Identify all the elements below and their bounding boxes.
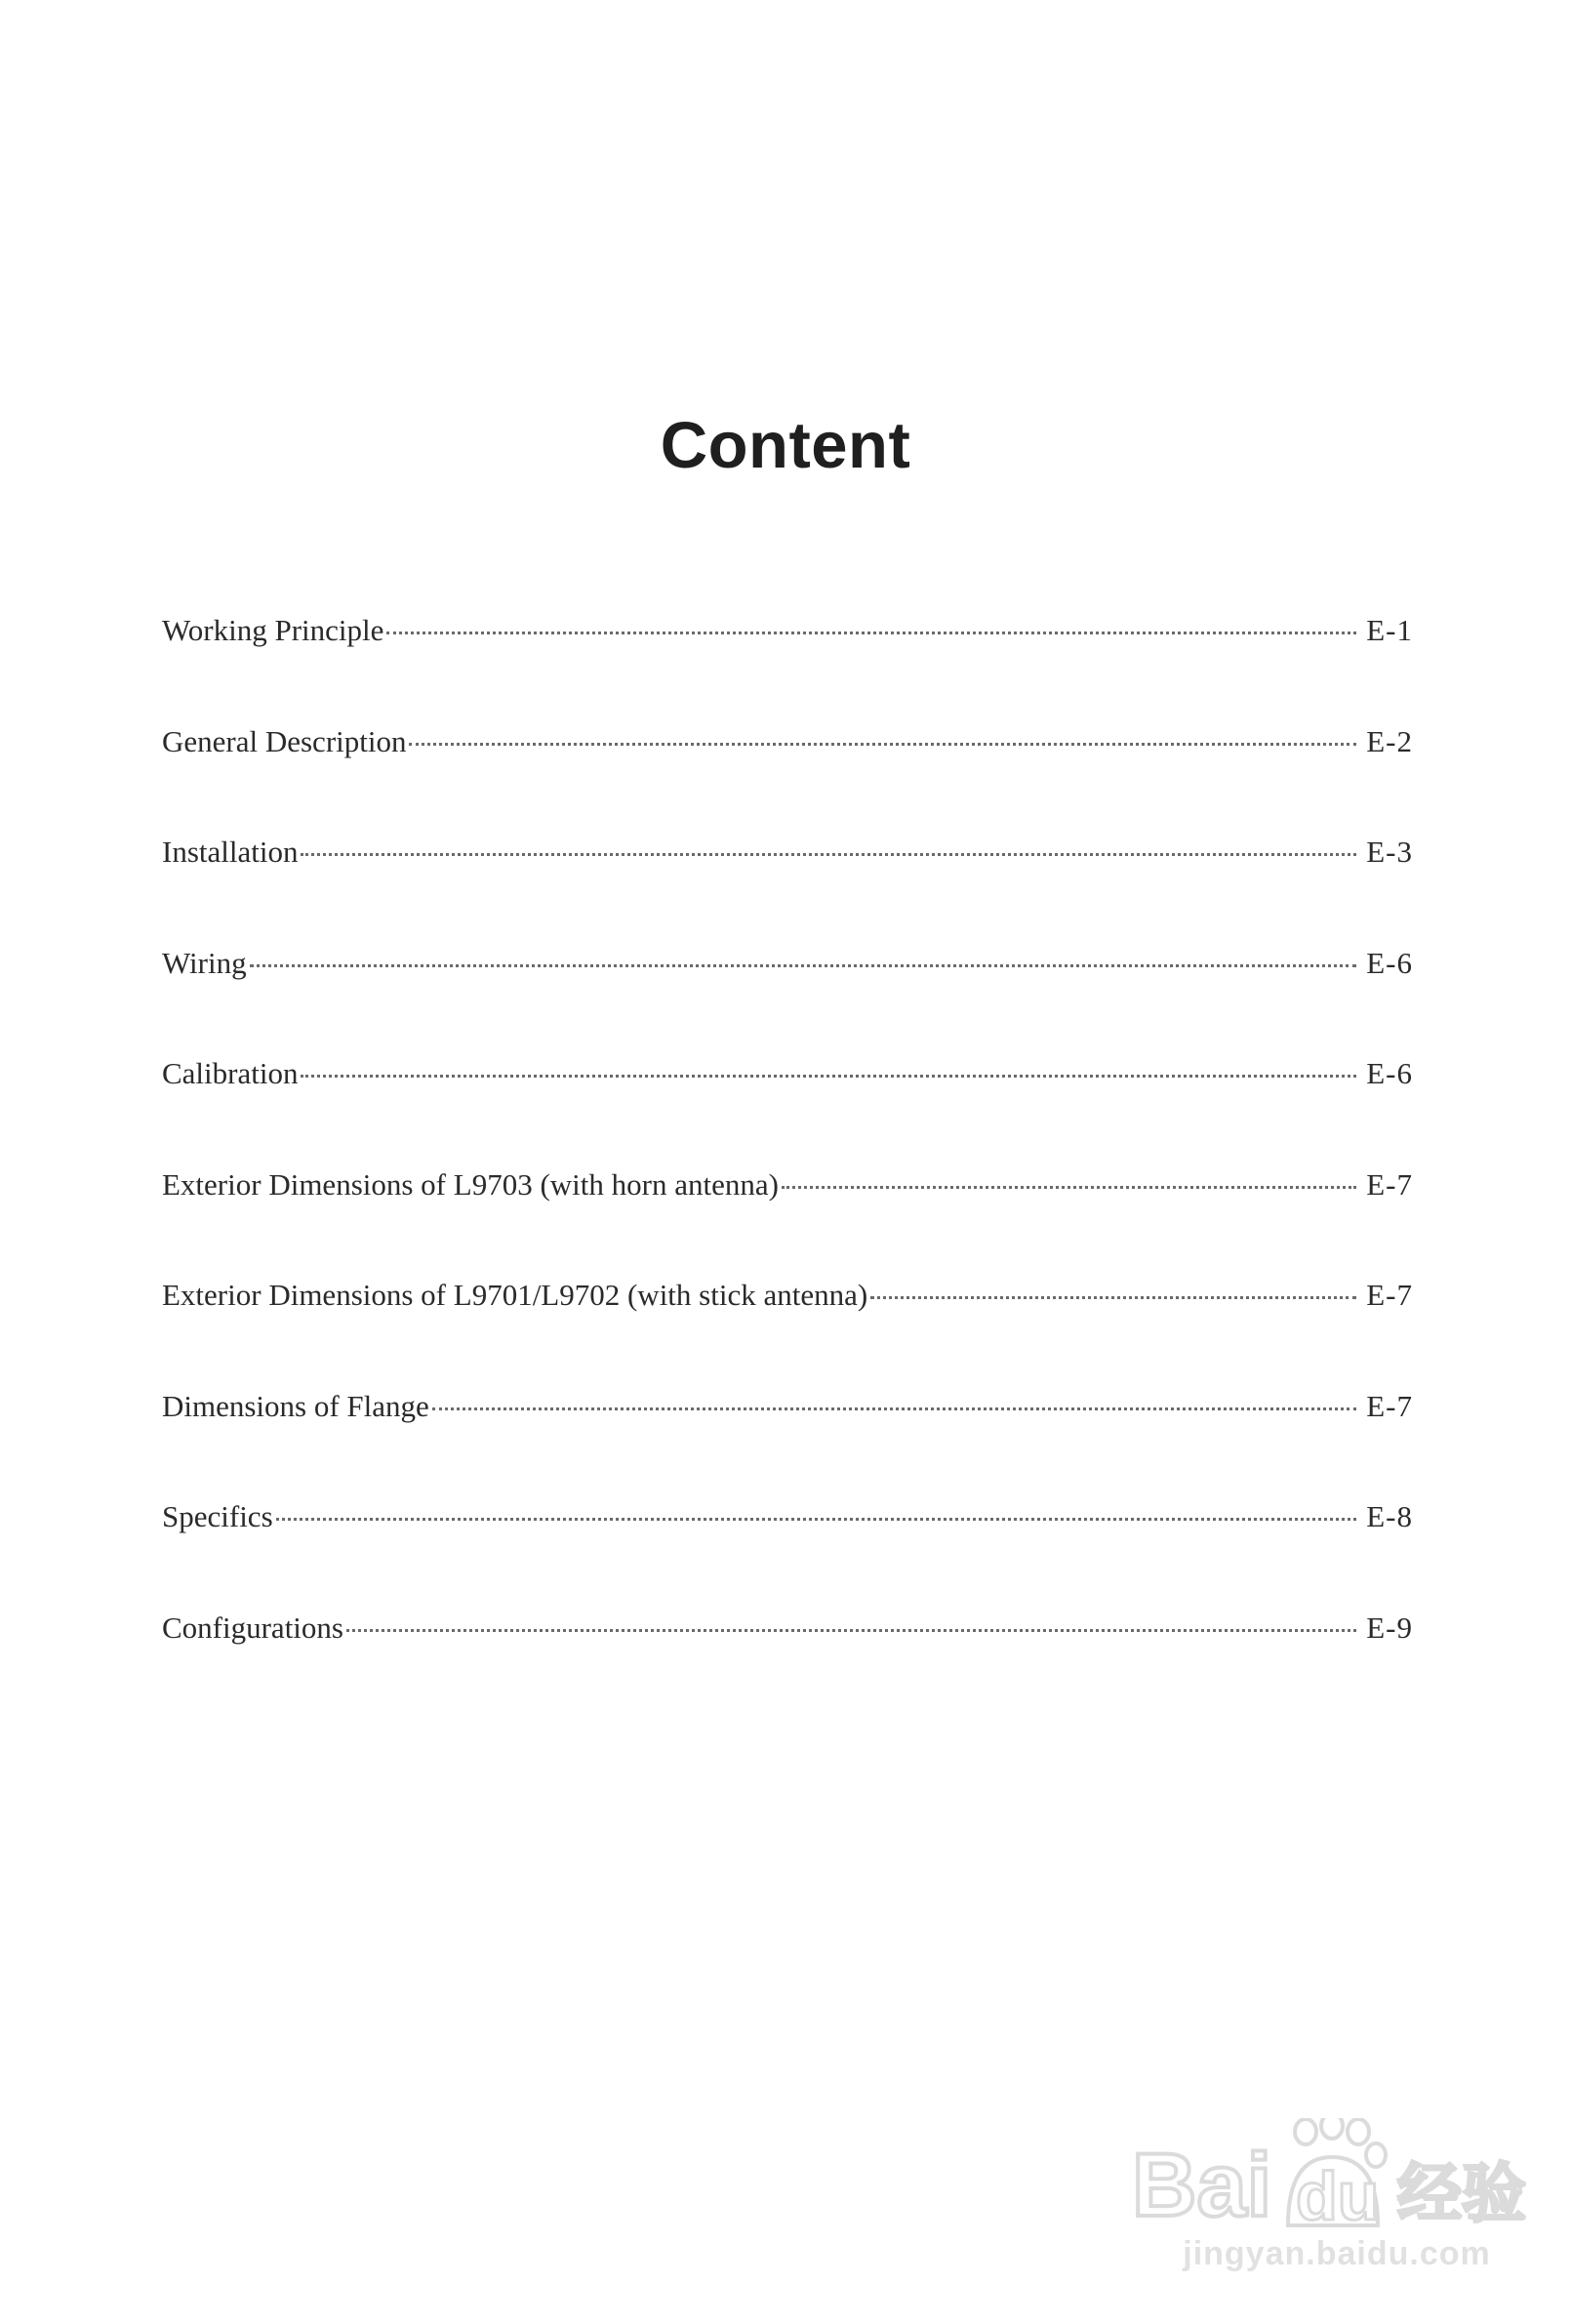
dot-leader xyxy=(870,1296,1356,1299)
toc-entry-label: General Description xyxy=(162,723,407,758)
page-title: Content xyxy=(660,409,911,482)
dot-leader xyxy=(301,1075,1356,1078)
toc-entry[interactable] xyxy=(162,613,1413,724)
toc-entry-page: E-3 xyxy=(1366,835,1413,869)
svg-text:Bai: Bai xyxy=(1132,2136,1272,2235)
toc-entry[interactable] xyxy=(162,1389,1413,1500)
toc-entry-label: Wiring xyxy=(162,945,247,980)
toc-entry[interactable] xyxy=(162,835,1413,946)
toc-entry-label: Working Principle xyxy=(162,613,384,647)
toc-entry-page: E-7 xyxy=(1366,1388,1413,1423)
toc-entry-page: E-6 xyxy=(1366,945,1413,980)
svg-text:du: du xyxy=(1296,2158,1380,2234)
toc-entry-page: E-7 xyxy=(1366,1166,1413,1202)
toc-entry[interactable] xyxy=(162,946,1413,1057)
toc-entry-label: Exterior Dimensions of L9701/L9702 (with stick antenna) xyxy=(162,1278,868,1312)
dot-leader xyxy=(386,632,1356,634)
toc-entry-label: Specifics xyxy=(162,1499,273,1533)
dot-leader xyxy=(346,1629,1356,1632)
watermark-url: jingyan.baidu.com xyxy=(1183,2235,1491,2272)
toc-entry-label: Dimensions of Flange xyxy=(162,1388,429,1423)
toc-entry[interactable] xyxy=(162,1167,1413,1279)
dot-leader xyxy=(301,853,1356,856)
toc-entry-page: E-9 xyxy=(1366,1610,1413,1645)
toc-entry[interactable] xyxy=(162,1278,1413,1389)
toc-entry[interactable] xyxy=(162,1056,1413,1167)
baidu-paw-logo-icon xyxy=(1132,2118,1542,2235)
toc-entry[interactable] xyxy=(162,724,1413,836)
dot-leader xyxy=(276,1518,1357,1521)
toc-entry[interactable] xyxy=(162,1610,1413,1722)
svg-text:经验: 经验 xyxy=(1397,2156,1526,2231)
toc-entry-page: E-2 xyxy=(1366,723,1413,758)
toc-entry-label: Exterior Dimensions of L9703 (with horn antenna) xyxy=(162,1166,779,1202)
toc-entry-page: E-6 xyxy=(1366,1056,1413,1090)
baidu-jingyan-watermark xyxy=(1132,2089,1542,2284)
toc-entry-label: Installation xyxy=(162,835,299,869)
dot-leader xyxy=(409,743,1356,746)
dot-leader xyxy=(782,1186,1356,1189)
toc-entry-page: E-7 xyxy=(1366,1278,1413,1312)
toc-entry-label: Configurations xyxy=(162,1610,343,1645)
toc-entry-page: E-8 xyxy=(1366,1499,1413,1533)
table-of-contents xyxy=(162,613,1413,1721)
toc-entry-page: E-1 xyxy=(1366,613,1413,647)
dot-leader xyxy=(250,964,1357,967)
toc-entry-label: Calibration xyxy=(162,1056,299,1090)
toc-entry[interactable] xyxy=(162,1499,1413,1610)
dot-leader xyxy=(432,1407,1356,1410)
